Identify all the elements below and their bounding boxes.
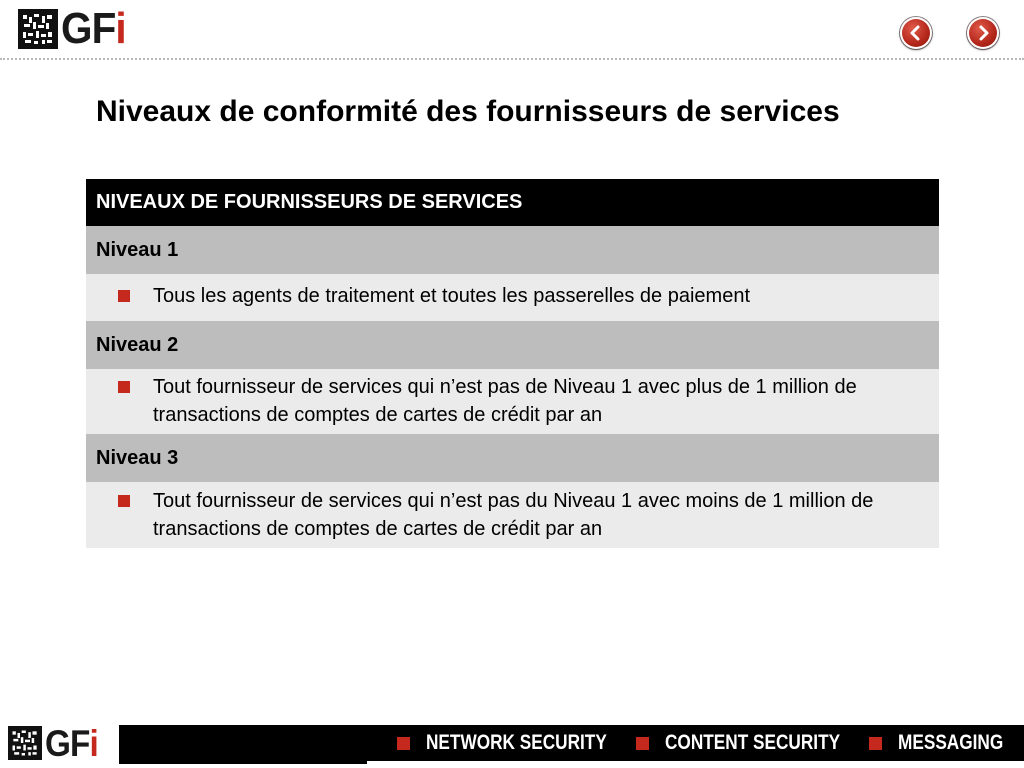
table-row-description bbox=[86, 274, 939, 321]
bullet-square-icon bbox=[118, 381, 130, 393]
bullet-square-icon bbox=[118, 290, 130, 302]
bullet-square-icon bbox=[636, 737, 649, 750]
table-row-level-label: Niveau 3 bbox=[86, 434, 939, 482]
footer-item-messaging bbox=[869, 731, 1016, 755]
table-row-level-label: Niveau 1 bbox=[86, 226, 939, 274]
bullet-square-icon bbox=[118, 495, 130, 507]
gfi-logo bbox=[18, 4, 131, 53]
gfi-emblem-icon bbox=[8, 726, 42, 760]
footer-label: MESSAGING bbox=[898, 731, 1004, 754]
table-row-description bbox=[86, 369, 939, 434]
chevron-right-icon bbox=[974, 24, 992, 42]
service-provider-levels-table bbox=[86, 179, 939, 548]
table-header: NIVEAUX DE FOURNISSEURS DE SERVICES bbox=[86, 179, 939, 226]
level-description: Tout fournisseur de services qui n’est pas du Niveau 1 avec moins de 1 million de transactions de comptes de cartes de crédit par an bbox=[153, 490, 874, 540]
gfi-emblem-icon bbox=[18, 9, 58, 49]
bullet-square-icon bbox=[869, 737, 882, 750]
level-description: Tous les agents de traitement et toutes les passerelles de paiement bbox=[153, 285, 751, 307]
footer-label: CONTENT SECURITY bbox=[665, 731, 841, 754]
next-slide-button[interactable] bbox=[967, 17, 999, 49]
table-row-description bbox=[86, 482, 939, 548]
footer-bar bbox=[119, 725, 1024, 761]
gfi-wordmark: GFi bbox=[61, 4, 126, 53]
bullet-square-icon bbox=[397, 737, 410, 750]
table-row-level-label: Niveau 2 bbox=[86, 321, 939, 369]
chevron-left-icon bbox=[907, 24, 925, 42]
level-description: Tout fournisseur de services qui n’est pas de Niveau 1 avec plus de 1 million de transactions de comptes de cartes de crédit par an bbox=[153, 376, 857, 426]
footer-underline bbox=[119, 761, 367, 764]
footer-label: NETWORK SECURITY bbox=[426, 731, 607, 754]
previous-slide-button[interactable] bbox=[900, 17, 932, 49]
gfi-wordmark: GFi bbox=[45, 722, 98, 764]
footer-item-content-security bbox=[636, 731, 841, 755]
header-divider bbox=[0, 58, 1024, 60]
slide-title: Niveaux de conformité des fournisseurs de services bbox=[96, 95, 840, 128]
gfi-footer-logo bbox=[8, 724, 104, 762]
footer-item-network-security bbox=[397, 731, 607, 755]
